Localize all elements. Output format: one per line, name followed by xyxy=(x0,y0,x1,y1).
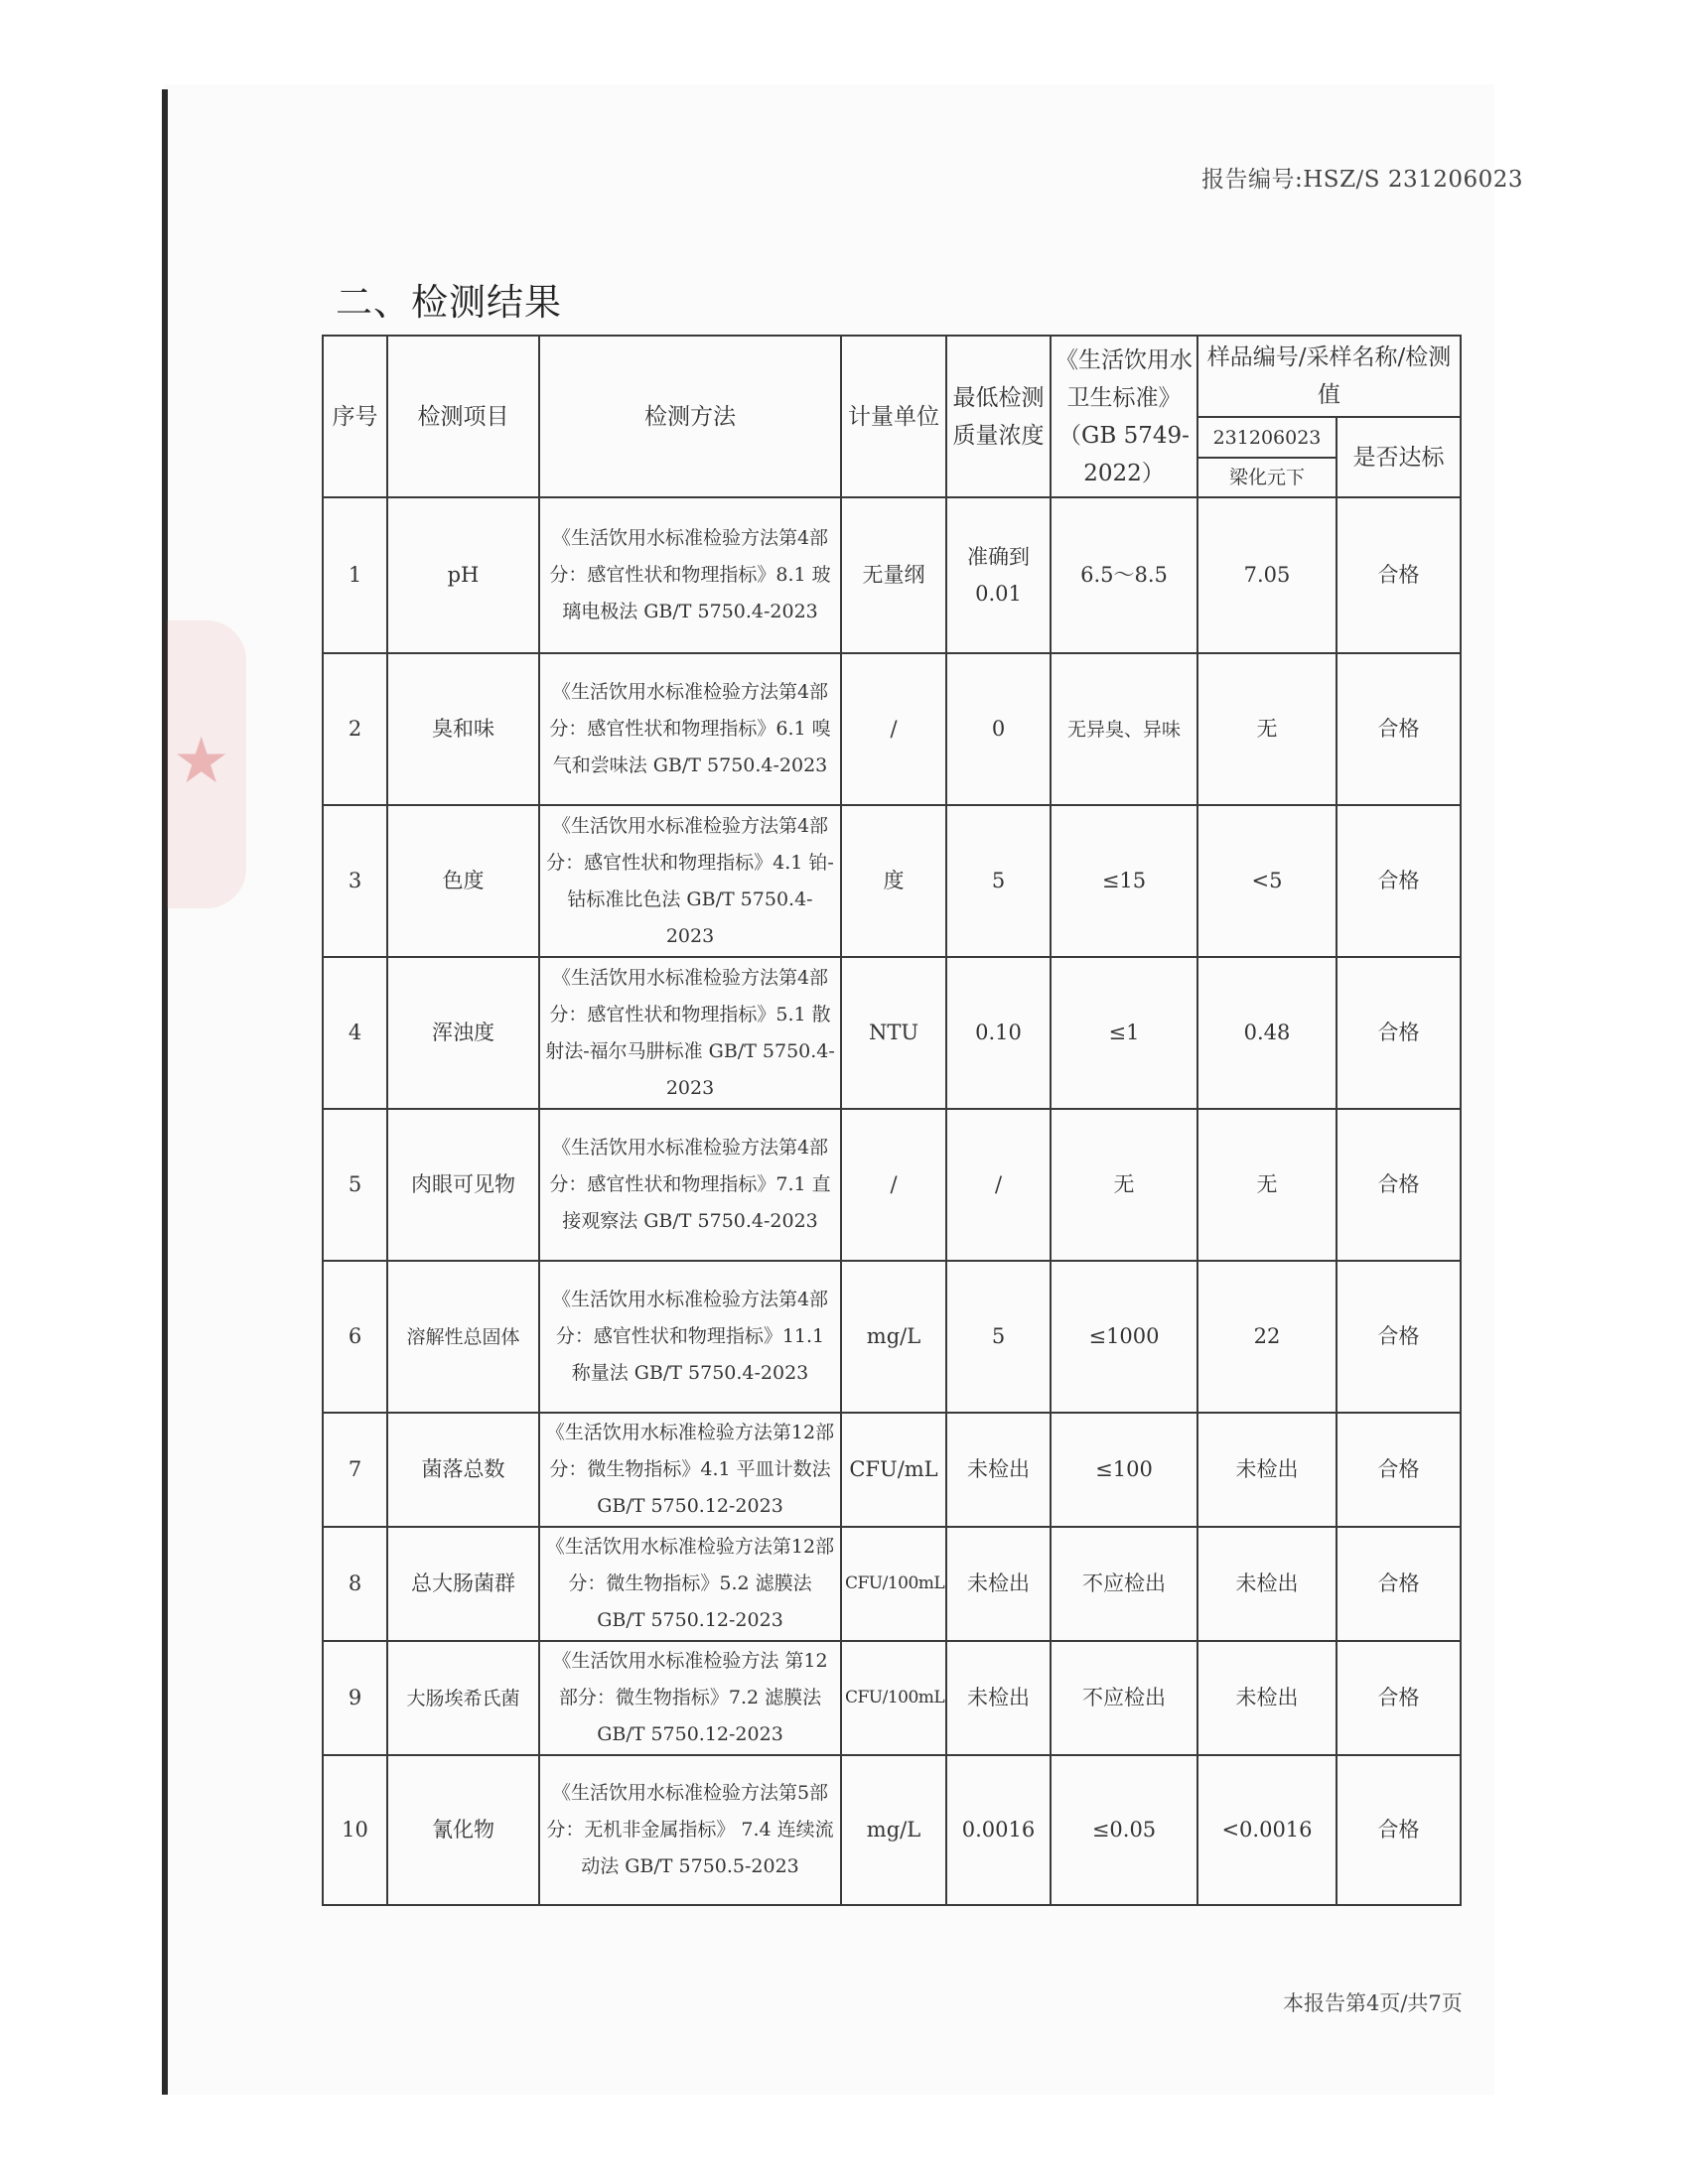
header-method: 检测方法 xyxy=(539,336,841,497)
table-row xyxy=(323,1755,1461,1905)
row-method: 《生活饮用水标准检验方法第4部分：感官性状和物理指标》5.1 散射法-福尔马肼标准 GB/T 5750.4-2023 xyxy=(539,957,841,1109)
row-limit: 5 xyxy=(946,805,1051,957)
row-result: 合格 xyxy=(1336,1261,1461,1413)
row-value: 22 xyxy=(1197,1261,1336,1413)
row-standard: 无 xyxy=(1051,1109,1197,1261)
row-unit: CFU/100mL xyxy=(841,1641,946,1755)
header-sample-group: 样品编号/采样名称/检测值 xyxy=(1197,336,1461,417)
header-compliance: 是否达标 xyxy=(1336,417,1461,497)
row-value: 无 xyxy=(1197,1109,1336,1261)
row-method: 《生活饮用水标准检验方法第4部分：感官性状和物理指标》7.1 直接观察法 GB/T 5750.4-2023 xyxy=(539,1109,841,1261)
row-item: 肉眼可见物 xyxy=(387,1109,539,1261)
header-unit: 计量单位 xyxy=(841,336,946,497)
row-result: 合格 xyxy=(1336,805,1461,957)
row-item: 色度 xyxy=(387,805,539,957)
row-standard: ≤100 xyxy=(1051,1413,1197,1527)
row-value: 0.48 xyxy=(1197,957,1336,1109)
row-value: <5 xyxy=(1197,805,1336,957)
row-index: 2 xyxy=(323,653,387,805)
header-index: 序号 xyxy=(323,336,387,497)
row-method: 《生活饮用水标准检验方法第4部分：感官性状和物理指标》6.1 嗅气和尝味法 GB/T 5750.4-2023 xyxy=(539,653,841,805)
row-unit: NTU xyxy=(841,957,946,1109)
table-row xyxy=(323,1413,1461,1527)
header-sample-id: 231206023 xyxy=(1198,419,1336,459)
row-method: 《生活饮用水标准检验方法第12部分：微生物指标》5.2 滤膜法 GB/T 5750.12-2023 xyxy=(539,1527,841,1641)
row-standard: ≤0.05 xyxy=(1051,1755,1197,1905)
row-limit: 未检出 xyxy=(946,1527,1051,1641)
row-index: 6 xyxy=(323,1261,387,1413)
row-standard: ≤1000 xyxy=(1051,1261,1197,1413)
row-method: 《生活饮用水标准检验方法第4部分：感官性状和物理指标》4.1 铂-钴标准比色法 GB/T 5750.4-2023 xyxy=(539,805,841,957)
binding-edge xyxy=(162,89,168,2095)
row-limit: 未检出 xyxy=(946,1413,1051,1527)
row-limit: 准确到0.01 xyxy=(946,497,1051,653)
row-value: 无 xyxy=(1197,653,1336,805)
row-value: 7.05 xyxy=(1197,497,1336,653)
row-item: pH xyxy=(387,497,539,653)
row-standard: 不应检出 xyxy=(1051,1641,1197,1755)
row-item: 菌落总数 xyxy=(387,1413,539,1527)
row-unit: / xyxy=(841,653,946,805)
row-result: 合格 xyxy=(1336,1413,1461,1527)
row-result: 合格 xyxy=(1336,1755,1461,1905)
row-item: 臭和味 xyxy=(387,653,539,805)
row-standard: ≤15 xyxy=(1051,805,1197,957)
page-footer: 本报告第4页/共7页 xyxy=(1283,1991,1463,2015)
row-standard: ≤1 xyxy=(1051,957,1197,1109)
row-limit: 0 xyxy=(946,653,1051,805)
row-standard: 6.5～8.5 xyxy=(1051,497,1197,653)
row-unit: 度 xyxy=(841,805,946,957)
table-row xyxy=(323,1261,1461,1413)
row-result: 合格 xyxy=(1336,653,1461,805)
results-table xyxy=(322,335,1462,1906)
header-detection-limit: 最低检测质量浓度 xyxy=(946,336,1051,497)
row-index: 4 xyxy=(323,957,387,1109)
row-index: 5 xyxy=(323,1109,387,1261)
row-item: 总大肠菌群 xyxy=(387,1527,539,1641)
row-result: 合格 xyxy=(1336,1109,1461,1261)
row-index: 7 xyxy=(323,1413,387,1527)
row-result: 合格 xyxy=(1336,1641,1461,1755)
header-sample-cell xyxy=(1197,417,1336,497)
row-limit: 0.0016 xyxy=(946,1755,1051,1905)
row-standard: 不应检出 xyxy=(1051,1527,1197,1641)
table-row xyxy=(323,1641,1461,1755)
row-method: 《生活饮用水标准检验方法第4部分：感官性状和物理指标》11.1 称量法 GB/T 5750.4-2023 xyxy=(539,1261,841,1413)
row-unit: mg/L xyxy=(841,1755,946,1905)
section-title: 二、检测结果 xyxy=(336,281,562,324)
table-row xyxy=(323,1109,1461,1261)
row-value: 未检出 xyxy=(1197,1527,1336,1641)
row-item: 溶解性总固体 xyxy=(387,1261,539,1413)
row-item: 氰化物 xyxy=(387,1755,539,1905)
table-row xyxy=(323,957,1461,1109)
row-index: 9 xyxy=(323,1641,387,1755)
header-row xyxy=(323,336,1461,417)
row-limit: 0.10 xyxy=(946,957,1051,1109)
row-item: 浑浊度 xyxy=(387,957,539,1109)
row-method: 《生活饮用水标准检验方法第5部分：无机非金属指标》 7.4 连续流动法 GB/T 5750.5-2023 xyxy=(539,1755,841,1905)
row-unit: 无量纲 xyxy=(841,497,946,653)
header-item: 检测项目 xyxy=(387,336,539,497)
row-unit: mg/L xyxy=(841,1261,946,1413)
row-value: 未检出 xyxy=(1197,1413,1336,1527)
row-result: 合格 xyxy=(1336,957,1461,1109)
seal-stamp xyxy=(167,620,246,908)
seal-star-icon: ★ xyxy=(173,725,230,798)
row-limit: / xyxy=(946,1109,1051,1261)
row-index: 10 xyxy=(323,1755,387,1905)
row-index: 3 xyxy=(323,805,387,957)
row-value: <0.0016 xyxy=(1197,1755,1336,1905)
row-method: 《生活饮用水标准检验方法 第12部分：微生物指标》7.2 滤膜法 GB/T 5750.12-2023 xyxy=(539,1641,841,1755)
row-limit: 未检出 xyxy=(946,1641,1051,1755)
row-unit: CFU/100mL xyxy=(841,1527,946,1641)
row-item: 大肠埃希氏菌 xyxy=(387,1641,539,1755)
row-index: 1 xyxy=(323,497,387,653)
table-row xyxy=(323,653,1461,805)
table-row xyxy=(323,1527,1461,1641)
row-standard: 无异臭、异味 xyxy=(1051,653,1197,805)
row-result: 合格 xyxy=(1336,497,1461,653)
table-row xyxy=(323,805,1461,957)
row-index: 8 xyxy=(323,1527,387,1641)
row-limit: 5 xyxy=(946,1261,1051,1413)
row-unit: CFU/mL xyxy=(841,1413,946,1527)
row-method: 《生活饮用水标准检验方法第4部分：感官性状和物理指标》8.1 玻璃电极法 GB/T 5750.4-2023 xyxy=(539,497,841,653)
table-row xyxy=(323,497,1461,653)
row-result: 合格 xyxy=(1336,1527,1461,1641)
header-standard: 《生活饮用水卫生标准》（GB 5749-2022） xyxy=(1051,336,1197,497)
row-value: 未检出 xyxy=(1197,1641,1336,1755)
row-unit: / xyxy=(841,1109,946,1261)
header-sample-name: 梁化元下 xyxy=(1228,466,1305,488)
report-number: 报告编号:HSZ/S 231206023 xyxy=(1201,167,1524,193)
row-method: 《生活饮用水标准检验方法第12部分：微生物指标》4.1 平皿计数法 GB/T 5750.12-2023 xyxy=(539,1413,841,1527)
